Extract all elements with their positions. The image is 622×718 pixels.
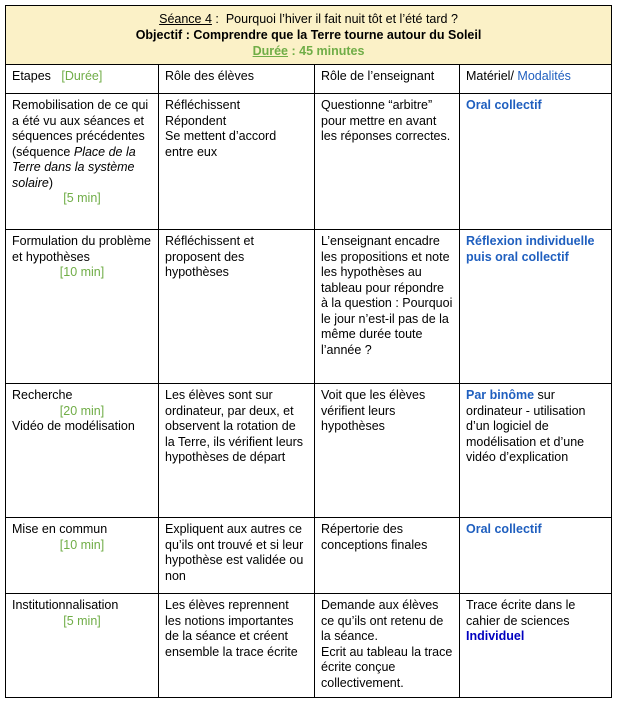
etape-cell xyxy=(6,594,159,698)
enseignant-cell: L’enseignant encadre les propositions et note les hypothèses au tableau pour répondre à la question : Pourquoi le jour n’est-il pas de la même durée toute l’année ? xyxy=(315,230,460,384)
materiel-cell xyxy=(460,384,612,518)
session-title: Pourquoi l’hiver il fait nuit tôt et l’été tard ? xyxy=(225,12,458,26)
etape-cell xyxy=(6,94,159,230)
materiel-cell xyxy=(460,94,612,230)
duration-value: : 45 minutes xyxy=(288,44,365,58)
col-header-materiel xyxy=(460,65,612,94)
etape-cell xyxy=(6,230,159,384)
materiel-label: Matériel/ xyxy=(466,69,518,83)
enseignant-text: Demande aux élèves ce qu’ils ont retenu de la séance. xyxy=(321,598,444,643)
materiel-cell xyxy=(460,230,612,384)
col-header-role-eleves: Rôle des élèves xyxy=(159,65,315,94)
header-row xyxy=(6,6,612,65)
table-row xyxy=(6,518,612,594)
materiel-modalite: Oral collectif xyxy=(466,98,542,112)
session-label: Séance 4 xyxy=(159,12,212,26)
etape-text: Remobilisation de ce qui a été vu aux séances et séquences précédentes xyxy=(12,98,149,143)
eleves-text: Réfléchissent xyxy=(165,98,241,112)
etape-duration: [5 min] xyxy=(63,191,101,205)
materiel-detail: Trace écrite dans le cahier de sciences xyxy=(466,598,576,628)
etape-text: Institutionnalisation xyxy=(12,598,119,612)
etape-cell xyxy=(6,518,159,594)
etape-duration: [20 min] xyxy=(59,403,105,418)
etape-paren-close: ) xyxy=(48,175,53,190)
etape-duration: [5 min] xyxy=(63,613,101,628)
duration-line xyxy=(12,43,605,59)
enseignant-cell: Questionne “arbitre” pour mettre en avant les réponses correctes. xyxy=(315,94,460,230)
materiel-detail: sur ordinateur - utilisation d’un logiciel de modélisation et d’une vidéo d’explication xyxy=(466,388,586,464)
materiel-modalite: Oral collectif xyxy=(466,522,542,536)
etapes-duration-note: [Durée] xyxy=(61,69,103,83)
session-separator: : xyxy=(211,12,226,26)
etape-text-secondary: Vidéo de modélisation xyxy=(12,419,135,433)
etape-text: Recherche xyxy=(12,388,73,402)
etape-text: Formulation du problème et hypothèses xyxy=(12,234,151,264)
materiel-modalite: Par binôme xyxy=(466,388,535,402)
etape-text: Mise en commun xyxy=(12,522,108,536)
etape-cell xyxy=(6,384,159,518)
etape-paren-open: (séquence xyxy=(12,144,74,159)
eleves-cell: Expliquent aux autres ce qu’ils ont trouvé et si leur hypothèse est validée ou non xyxy=(159,518,315,594)
materiel-modalite: Réflexion individuelle puis oral collectif xyxy=(466,234,595,264)
materiel-cell xyxy=(460,594,612,698)
enseignant-cell xyxy=(315,594,460,698)
objective: Objectif : Comprendre que la Terre tourne autour du Soleil xyxy=(135,28,482,42)
table-row xyxy=(6,230,612,384)
eleves-cell: Les élèves reprennent les notions importantes de la séance et créent ensemble la trace écrite xyxy=(159,594,315,698)
enseignant-cell: Répertorie des conceptions finales xyxy=(315,518,460,594)
enseignant-text-secondary: Ecrit au tableau la trace écrite conçue collectivement. xyxy=(321,644,453,690)
etape-sequence-name: Place de la Terre dans la système solaire xyxy=(12,144,136,190)
eleves-text: Se mettent d’accord entre eux xyxy=(165,129,277,159)
enseignant-cell: Voit que les élèves vérifient leurs hypothèses xyxy=(315,384,460,518)
column-header-row xyxy=(6,65,612,94)
materiel-cell xyxy=(460,518,612,594)
etape-duration: [10 min] xyxy=(59,265,105,279)
materiel-modalite: Individuel xyxy=(466,629,525,643)
eleves-cell: Les élèves sont sur ordinateur, par deux, et observent la rotation de la Terre, ils vérifient leurs hypothèses de départ xyxy=(159,384,315,518)
etape-duration: [10 min] xyxy=(59,537,105,552)
col-header-etapes xyxy=(6,65,159,94)
session-header xyxy=(6,6,612,65)
table-row xyxy=(6,384,612,518)
eleves-cell: Réfléchissent et proposent des hypothèses xyxy=(159,230,315,384)
eleves-cell xyxy=(159,94,315,230)
table-row xyxy=(6,94,612,230)
col-header-role-enseignant: Rôle de l’enseignant xyxy=(315,65,460,94)
modalites-label: Modalités xyxy=(517,69,571,83)
duration-label: Durée xyxy=(252,44,289,58)
session-title-line xyxy=(12,11,605,27)
etapes-label: Etapes xyxy=(12,69,51,83)
lesson-plan-table xyxy=(5,5,612,698)
eleves-text: Répondent xyxy=(165,113,227,128)
table-row xyxy=(6,594,612,698)
